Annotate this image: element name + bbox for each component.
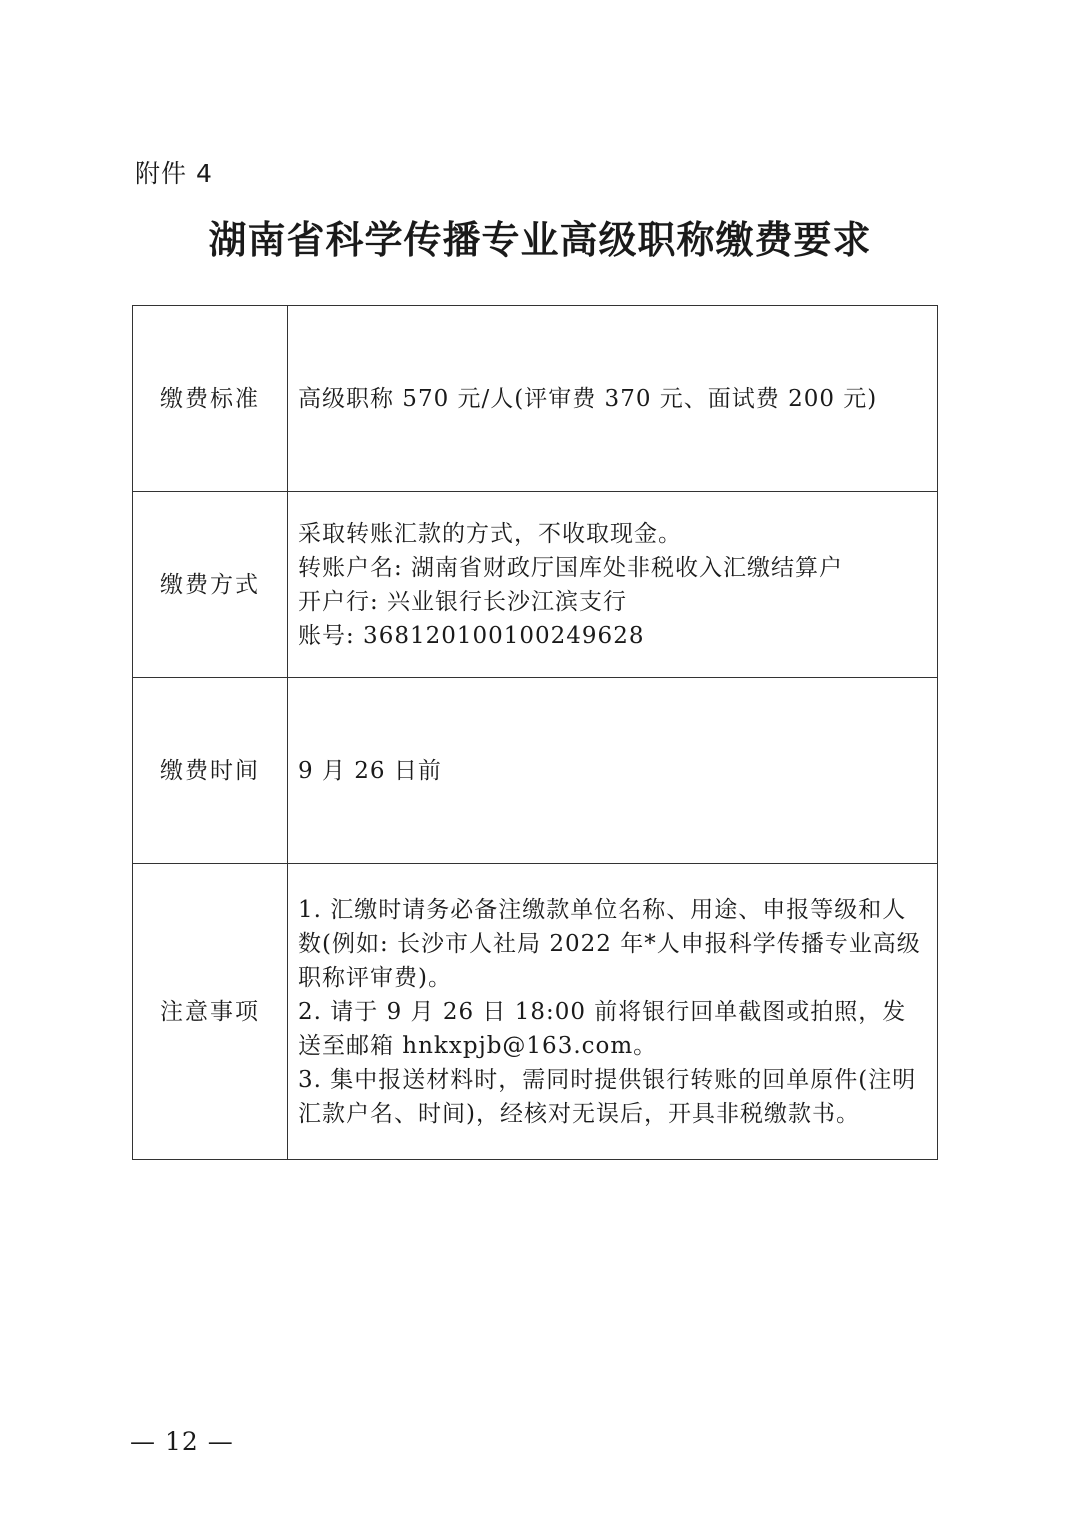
account-number: 账号: 368120100100249628 xyxy=(298,622,645,649)
payment-method-value xyxy=(288,492,938,678)
table-row xyxy=(133,306,938,492)
table-row xyxy=(133,678,938,864)
note-item-3: 3. 集中报送材料时，需同时提供银行转账的回单原件(注明汇款户名、时间)，经核对无误后，开具非税缴款书。 xyxy=(298,1066,917,1127)
notes-value xyxy=(288,864,938,1160)
fee-requirements-table xyxy=(132,305,938,1160)
note-item-1: 1. 汇缴时请务必备注缴款单位名称、用途、申报等级和人数(例如: 长沙市人社局 2022 年*人申报科学传播专业高级职称评审费)。 xyxy=(298,896,921,991)
fee-standard-value xyxy=(288,306,938,492)
fee-standard-text: 高级职称 570 元/人(评审费 370 元、面试费 200 元) xyxy=(298,385,878,412)
row-label-fee-standard: 缴费标准 xyxy=(133,306,288,492)
page-number: — 12 — xyxy=(130,1427,234,1456)
account-name: 转账户名: 湖南省财政厅国库处非税收入汇缴结算户 xyxy=(298,554,844,581)
payment-deadline-text: 9 月 26 日前 xyxy=(298,757,442,784)
payment-method-note: 采取转账汇款的方式，不收取现金。 xyxy=(298,520,682,547)
row-label-notes: 注意事项 xyxy=(133,864,288,1160)
attachment-label: 附件 4 xyxy=(135,159,213,188)
bank-name: 开户行: 兴业银行长沙江滨支行 xyxy=(298,588,628,615)
table-row xyxy=(133,864,938,1160)
table-row xyxy=(133,492,938,678)
row-label-payment-method: 缴费方式 xyxy=(133,492,288,678)
row-label-payment-deadline: 缴费时间 xyxy=(133,678,288,864)
note-item-2: 2. 请于 9 月 26 日 18:00 前将银行回单截图或拍照，发送至邮箱 hnkxpjb@163.com。 xyxy=(298,998,907,1059)
payment-deadline-value xyxy=(288,678,938,864)
document-title: 湖南省科学传播专业高级职称缴费要求 xyxy=(208,218,872,262)
